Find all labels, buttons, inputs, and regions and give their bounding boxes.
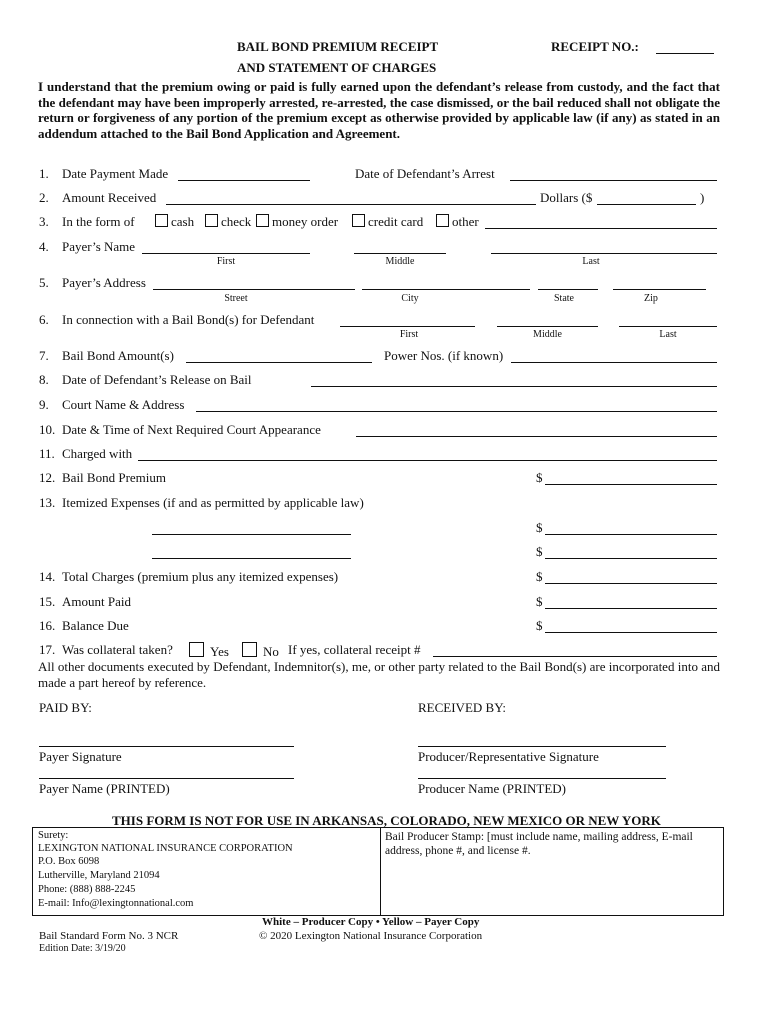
money-order-checkbox[interactable] [256, 214, 269, 227]
item-number: 10. [39, 422, 56, 437]
payers-address-label: Payer’s Address [62, 275, 146, 290]
collateral-receipt-field[interactable] [433, 656, 717, 657]
bail-bond-amount-label: Bail Bond Amount(s) [62, 348, 174, 363]
payer-city-field[interactable] [362, 289, 530, 290]
last-caption: Last [582, 256, 600, 267]
first-caption: First [216, 256, 236, 267]
dollar-sign: $ [536, 544, 543, 559]
option-money-order[interactable]: money order [256, 214, 338, 230]
bail-bond-amount-field[interactable] [186, 362, 372, 363]
copyright-notice: © 2020 Lexington National Insurance Corporation [259, 930, 483, 942]
payer-zip-field[interactable] [613, 289, 706, 290]
date-of-arrest-field[interactable] [510, 180, 717, 181]
amount-received-dollars-field[interactable] [597, 204, 696, 205]
street-caption: Street [224, 293, 248, 304]
receipt-no-label: RECEIPT NO.: [551, 39, 639, 54]
item-number: 9. [39, 397, 49, 412]
defendant-first-name-field[interactable] [340, 326, 475, 327]
dollar-sign: $ [536, 520, 543, 535]
defendant-last-name-field[interactable] [619, 326, 717, 327]
form-title-line2: AND STATEMENT OF CHARGES [237, 60, 437, 75]
state-caption: State [554, 293, 574, 304]
item-number: 8. [39, 372, 49, 387]
item-number: 1. [39, 166, 49, 181]
producer-printed-name-field[interactable] [418, 778, 666, 779]
payer-first-name-field[interactable] [142, 253, 310, 254]
collateral-yes-option[interactable]: Yes [189, 642, 229, 660]
item-number: 2. [39, 190, 49, 205]
option-check[interactable]: check [205, 214, 251, 230]
dollars-close-paren: ) [700, 190, 705, 205]
producer-signature-label: Producer/Representative Signature [418, 749, 599, 764]
credit-card-checkbox[interactable] [352, 214, 365, 227]
collateral-yes-checkbox[interactable] [189, 642, 204, 657]
item-number: 16. [39, 618, 56, 633]
payer-street-field[interactable] [153, 289, 355, 290]
amount-received-label: Amount Received [62, 190, 157, 205]
form-title-line1: BAIL BOND PREMIUM RECEIPT [237, 39, 439, 54]
bail-bond-premium-label: Bail Bond Premium [62, 470, 166, 485]
receipt-no-field[interactable] [656, 53, 714, 54]
collateral-no-option[interactable]: No [242, 642, 279, 660]
defendant-middle-name-field[interactable] [497, 326, 598, 327]
surety-label: Surety: [38, 830, 69, 841]
expense-description-field-2[interactable] [152, 558, 351, 559]
surety-name: LEXINGTON NATIONAL INSURANCE CORPORATION [38, 843, 293, 854]
payment-form-label: In the form of [62, 214, 135, 229]
expense-amount-field-2[interactable] [545, 558, 717, 559]
check-checkbox[interactable] [205, 214, 218, 227]
producer-signature-field[interactable] [418, 746, 666, 747]
item-number: 4. [39, 239, 49, 254]
date-of-arrest-label: Date of Defendant’s Arrest [355, 166, 495, 181]
item-number: 3. [39, 214, 49, 229]
payer-last-name-field[interactable] [491, 253, 717, 254]
expense-amount-field-1[interactable] [545, 534, 717, 535]
release-date-label: Date of Defendant’s Release on Bail [62, 372, 252, 387]
edition-date: Edition Date: 3/19/20 [39, 943, 126, 954]
court-name-address-label: Court Name & Address [62, 397, 185, 412]
first-caption: First [399, 329, 419, 340]
total-charges-label: Total Charges (premium plus any itemized expenses) [62, 569, 339, 584]
state-exclusion-notice: THIS FORM IS NOT FOR USE IN ARKANSAS, COLORADO, NEW MEXICO OR NEW YORK [112, 813, 661, 828]
surety-po-box: P.O. Box 6098 [38, 856, 100, 867]
other-checkbox[interactable] [436, 214, 449, 227]
payer-printed-name-label: Payer Name (PRINTED) [39, 781, 170, 796]
payer-signature-field[interactable] [39, 746, 294, 747]
producer-printed-name-label: Producer Name (PRINTED) [418, 781, 567, 796]
total-charges-field[interactable] [545, 583, 717, 584]
zip-caption: Zip [644, 293, 658, 304]
surety-phone: Phone: (888) 888-2245 [38, 884, 136, 895]
received-by-label: RECEIVED BY: [418, 700, 506, 715]
balance-due-field[interactable] [545, 632, 717, 633]
item-number: 5. [39, 275, 49, 290]
itemized-expenses-label: Itemized Expenses (if and as permitted by applicable law) [62, 495, 364, 510]
item-number: 14. [39, 569, 56, 584]
bail-bond-premium-field[interactable] [545, 484, 717, 485]
expense-description-field-1[interactable] [152, 534, 351, 535]
charged-with-field[interactable] [138, 460, 717, 461]
payer-middle-name-field[interactable] [354, 253, 446, 254]
charged-with-label: Charged with [62, 446, 133, 461]
item-number: 17. [39, 642, 56, 657]
dollars-label: Dollars ($ [540, 190, 593, 205]
next-court-appearance-field[interactable] [356, 436, 717, 437]
balance-due-label: Balance Due [62, 618, 129, 633]
amount-paid-label: Amount Paid [62, 594, 131, 609]
middle-caption: Middle [533, 329, 562, 340]
item-number: 13. [39, 495, 56, 510]
dollar-sign: $ [536, 594, 543, 609]
payer-signature-label: Payer Signature [39, 749, 122, 764]
payers-name-label: Payer’s Name [62, 239, 136, 254]
item-number: 11. [39, 446, 55, 461]
payer-state-field[interactable] [538, 289, 598, 290]
premium-statement: I understand that the premium owing or paid is fully earned upon the defendant’s release from custody, and the fact that the defendant may have been improperly arrested, re-arrested, the case dismissed, or the bail reduced shall not obligate the return or forgiveness of any portion of the premium except as otherwise provided by applicable law (if any) as stated in an addendum attached to the Bail Bond Application and Agreement. [38, 79, 720, 141]
surety-email: E-mail: Info@lexingtonnational.com [38, 898, 194, 909]
item-number: 7. [39, 348, 49, 363]
power-nos-label: Power Nos. (if known) [384, 348, 504, 363]
bail-bond-defendant-label: In connection with a Bail Bond(s) for Defendant [62, 312, 315, 327]
payer-printed-name-field[interactable] [39, 778, 294, 779]
dollar-sign: $ [536, 569, 543, 584]
collateral-no-checkbox[interactable] [242, 642, 257, 657]
court-name-address-field[interactable] [196, 411, 717, 412]
option-other[interactable]: other [436, 214, 479, 230]
option-cash[interactable]: cash [155, 214, 194, 230]
copy-distribution: White – Producer Copy • Yellow – Payer Copy [262, 916, 480, 928]
date-payment-made-label: Date Payment Made [62, 166, 169, 181]
power-nos-field[interactable] [511, 362, 717, 363]
middle-caption: Middle [385, 256, 415, 267]
last-caption: Last [659, 329, 677, 340]
amount-paid-field[interactable] [545, 608, 717, 609]
item-number: 6. [39, 312, 49, 327]
date-payment-made-field[interactable] [178, 180, 310, 181]
producer-stamp-instructions: Bail Producer Stamp: [must include name, mailing address, E-mail address, phone #, and license #. [385, 831, 693, 857]
option-credit-card[interactable]: credit card [352, 214, 423, 230]
form-number: Bail Standard Form No. 3 NCR [39, 930, 179, 942]
item-number: 12. [39, 470, 56, 485]
cash-checkbox[interactable] [155, 214, 168, 227]
collateral-taken-label: Was collateral taken? [62, 642, 173, 657]
other-payment-field[interactable] [485, 228, 717, 229]
collateral-receipt-label: If yes, collateral receipt # [288, 642, 421, 657]
paid-by-label: PAID BY: [39, 700, 92, 715]
amount-received-words-field[interactable] [166, 204, 536, 205]
dollar-sign: $ [536, 618, 543, 633]
next-court-appearance-label: Date & Time of Next Required Court Appearance [62, 422, 321, 437]
dollar-sign: $ [536, 470, 543, 485]
release-date-field[interactable] [311, 386, 717, 387]
surety-city: Lutherville, Maryland 21094 [38, 870, 160, 881]
incorporation-statement: All other documents executed by Defendant, Indemnitor(s), me, or other party related to the Bail Bond(s) are incorporated into and made a part hereof by reference. [38, 659, 720, 690]
city-caption: City [401, 293, 419, 304]
item-number: 15. [39, 594, 56, 609]
